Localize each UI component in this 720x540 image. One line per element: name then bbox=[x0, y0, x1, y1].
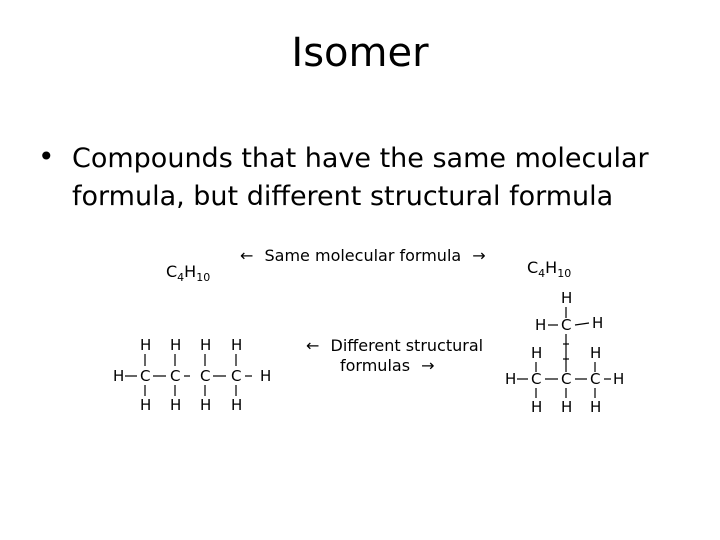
atom-c: C bbox=[590, 370, 601, 388]
atom-h: H bbox=[592, 314, 604, 332]
atom-h: H bbox=[200, 336, 212, 354]
atom-h: H bbox=[231, 396, 243, 414]
atom-c: C bbox=[531, 370, 542, 388]
atom-c: C bbox=[200, 367, 211, 385]
atom-h: H bbox=[590, 344, 602, 362]
slide-title: Isomer bbox=[291, 30, 429, 76]
different-note-line-1: ← Different structural bbox=[306, 336, 484, 355]
atom-h: H bbox=[260, 367, 272, 385]
same-formula-label: Same molecular formula bbox=[264, 246, 462, 265]
atom-h: H bbox=[113, 367, 125, 385]
atom-h: H bbox=[140, 336, 152, 354]
atom-h: H bbox=[231, 336, 243, 354]
molecular-formula-right: $C_4H_{10}$ bbox=[527, 258, 572, 281]
atom-c: C bbox=[561, 370, 572, 388]
atom-h: H bbox=[200, 396, 212, 414]
atom-c: C bbox=[170, 367, 181, 385]
bullet-text: Compounds that have the same molecular formula, but different structural formula bbox=[72, 143, 649, 212]
atom-h: H bbox=[140, 396, 152, 414]
atom-h: H bbox=[561, 289, 573, 307]
atom-h: H bbox=[535, 316, 547, 334]
right-arrow-icon: → bbox=[472, 246, 486, 265]
bullet-dot: • bbox=[38, 140, 55, 173]
atom-h: H bbox=[561, 398, 573, 416]
atom-h: H bbox=[170, 396, 182, 414]
atom-c: C bbox=[140, 367, 151, 385]
atom-h: H bbox=[170, 336, 182, 354]
different-note-line-2: formulas → bbox=[340, 356, 435, 375]
molecular-formula-left: $C_4H_{10}$ bbox=[166, 262, 211, 285]
left-arrow-icon: ← bbox=[240, 246, 254, 265]
atom-h: H bbox=[531, 398, 543, 416]
atom-h: H bbox=[613, 370, 625, 388]
atom-h: H bbox=[590, 398, 602, 416]
bond bbox=[575, 323, 589, 325]
atom-c: C bbox=[561, 316, 572, 334]
left-arrow-icon: ← bbox=[306, 336, 320, 355]
atom-h: H bbox=[531, 344, 543, 362]
atom-h: H bbox=[505, 370, 517, 388]
atom-c: C bbox=[231, 367, 242, 385]
right-arrow-icon: → bbox=[421, 356, 435, 375]
